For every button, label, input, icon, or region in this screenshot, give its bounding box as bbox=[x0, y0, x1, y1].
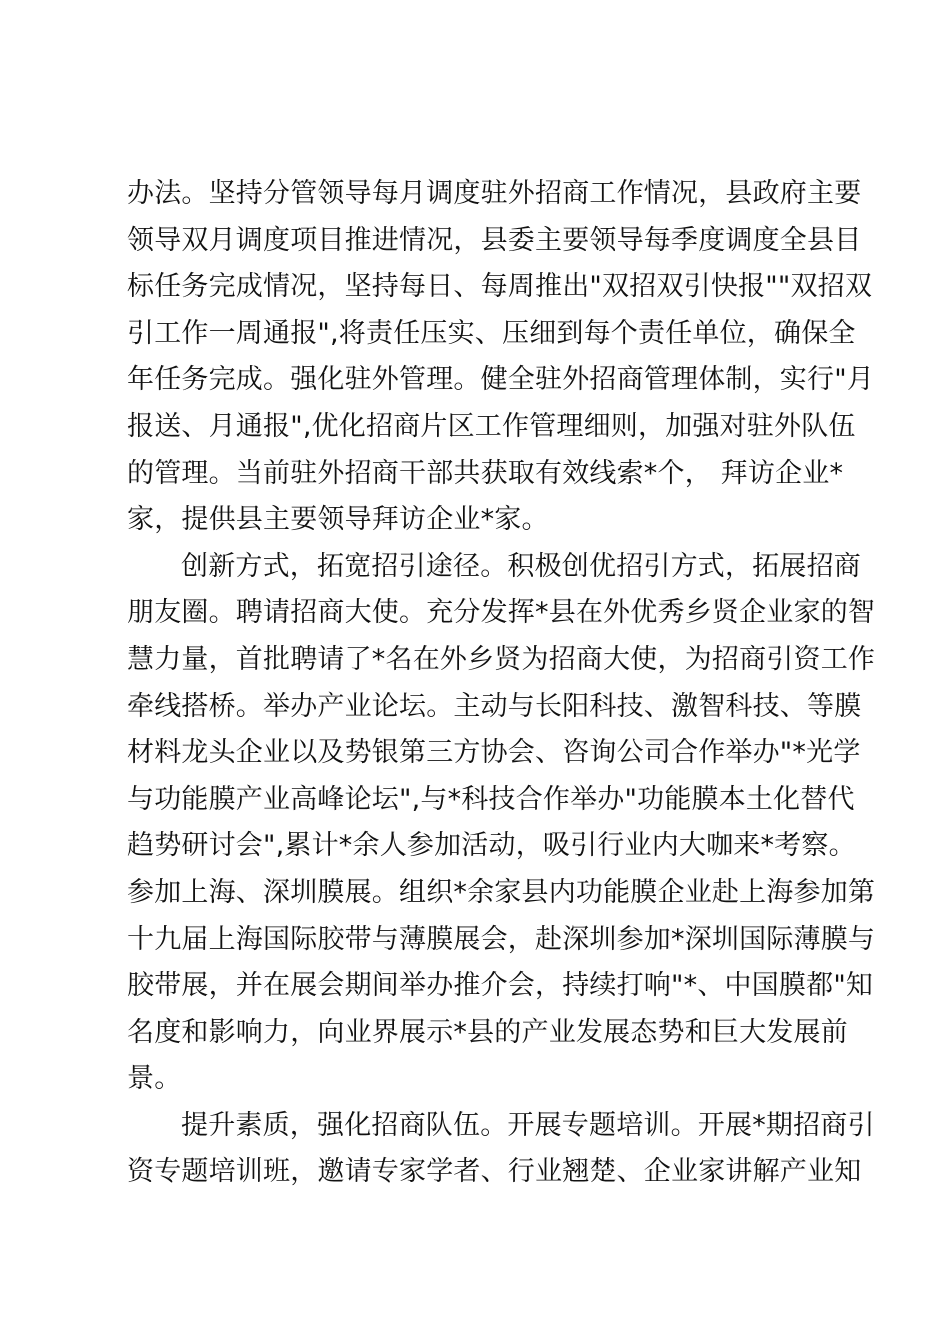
text-line: 景。 bbox=[127, 1063, 182, 1095]
text-line: 朋友圈。聘请招商大使。充分发挥*县在外优秀乡贤企业家的智 bbox=[127, 597, 876, 629]
paragraph-first-line: 创新方式，拓宽招引途径。积极创优招引方式，拓展招商 bbox=[181, 550, 861, 582]
text-line: 家，提供县主要领导拜访企业*家。 bbox=[127, 504, 549, 536]
document-body bbox=[127, 171, 876, 1196]
text-line: 的管理。当前驻外招商干部共获取有效线索*个， 拜访企业* bbox=[127, 457, 844, 489]
text-line: 与功能膜产业高峰论坛",与*科技合作举办"功能膜本土化替代 bbox=[127, 783, 855, 815]
text-line: 年任务完成。强化驻外管理。健全驻外招商管理体制，实行"月 bbox=[127, 364, 875, 396]
text-line: 十九届上海国际胶带与薄膜展会，赴深圳参加*深圳国际薄膜与 bbox=[127, 923, 876, 955]
text-line: 慧力量，首批聘请了*名在外乡贤为招商大使，为招商引资工作 bbox=[127, 643, 876, 675]
text-line: 牵线搭桥。举办产业论坛。主动与长阳科技、激智科技、等膜 bbox=[127, 690, 862, 722]
text-line: 资专题培训班，邀请专家学者、行业翘楚、企业家讲解产业知 bbox=[127, 1156, 862, 1188]
text-line: 参加上海、深圳膜展。组织*余家县内功能膜企业赴上海参加第 bbox=[127, 876, 876, 908]
text-line: 标任务完成情况，坚持每日、每周推出"双招双引快报""双招双 bbox=[127, 271, 873, 303]
text-line: 报送、月通报",优化招商片区工作管理细则，加强对驻外队伍 bbox=[127, 410, 856, 442]
text-line: 趋势研讨会",累计*余人参加活动，吸引行业内大咖来*考察。 bbox=[127, 830, 856, 862]
text-line: 胶带展，并在展会期间举办推介会，持续打响"*、中国膜都"知 bbox=[127, 970, 874, 1002]
text-line: 材料龙头企业以及势银第三方协会、咨询公司合作举办"*光学 bbox=[127, 737, 861, 769]
paragraph-first-line: 提升素质，强化招商队伍。开展专题培训。开展*期招商引 bbox=[181, 1109, 875, 1141]
text-line: 办法。坚持分管领导每月调度驻外招商工作情况，县政府主要 bbox=[127, 178, 862, 209]
text-line: 引工作一周通报",将责任压实、压细到每个责任单位，确保全 bbox=[127, 317, 856, 349]
text-line: 名度和影响力，向业界展示*县的产业发展态势和巨大发展前 bbox=[127, 1016, 848, 1048]
text-line: 领导双月调度项目推进情况，县委主要领导每季度调度全县目 bbox=[127, 224, 862, 256]
